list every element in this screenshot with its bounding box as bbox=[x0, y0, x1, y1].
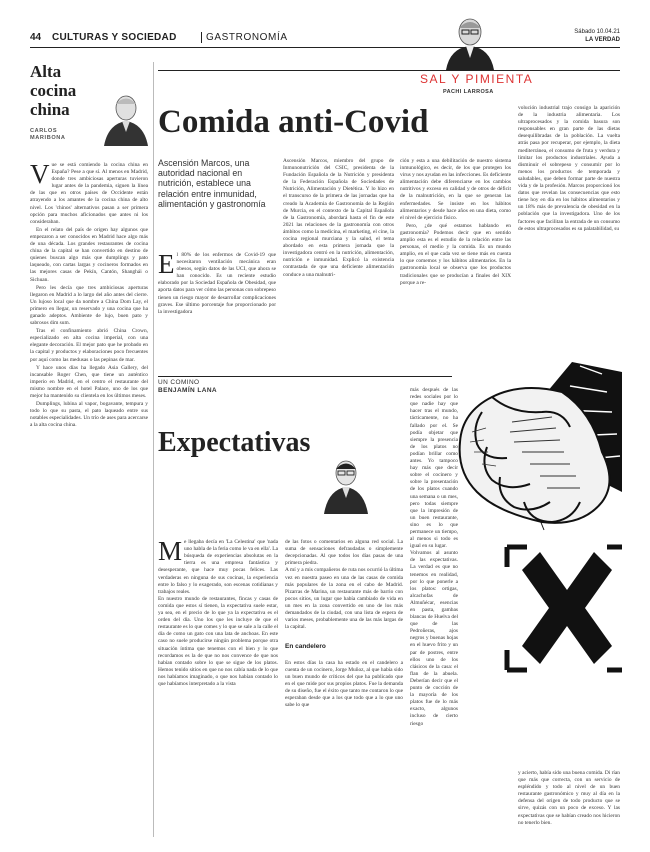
page-header bbox=[30, 29, 620, 46]
left-paragraph-5: Y hace unos días ha llegado Asia Gallery, del incansable Roger Chen, que tiene un auténtico imperio en Madrid, en el centro el restaurante del mismo nombre en el hotel Palace, uno de los que mejor ha mantenido su clientela en los últimos meses. bbox=[30, 364, 148, 399]
header-rule bbox=[30, 47, 620, 48]
comino-drop-cap: M bbox=[158, 536, 183, 567]
sal-col-3-text-b: Pero, ¿de qué estamos hablando en gastronomía? Podemos decir que en sentido amplio esta es el estudio de la relación entre las personas, el medio y la comida. Es un mundo amplio, en el que cada vez se tiene más en cuenta lo que comemos y los hábitos alimentarios. En la gastronomía local se observa que los productos tradicionales que se producían a finales del XIX porque a re- bbox=[400, 222, 511, 286]
hand-illustration bbox=[452, 352, 622, 762]
sal-rule-top bbox=[158, 70, 620, 71]
left-author-first: CARLOS bbox=[30, 128, 58, 134]
left-column-divider bbox=[153, 62, 154, 837]
comino-col-4 bbox=[518, 770, 620, 828]
comino-col-3-text: más después de las redes sociales por lo que nadie hay que hacer tras el mundo, tácticamente, no ha fallado por el. Se podía objetar que siempre la presencia de los platos no podían brillar como antes. Yo tampoco hay más que decir sobre el cocinero y sobre la presentación de los platos cuando una semana o un mes, pero todas siempre que la impresión de un buen restaurante, sino es lo que permanece un tiempo, al menos si todo es igual en su lugar. Volvamos al asunto de las expectativas. La verdad es que no tenemos en realidad, por lo que ponerle a los platos: ortigas, alcachofas de Almuñécar, esencias en pasta, gambas blancas de Huelva del que de las Pedroñeras, ajos negros y buenas hojas en el huevo frito y un par de postres, entre ellos uno de los clásicos de la casa: el flan de la abuela. Deberían decir que el punto de cocción de la mayoría de los platos fue de lo más exacto, algunos incluso de cierto riesgo bbox=[410, 387, 458, 727]
left-author-portrait bbox=[102, 90, 150, 146]
left-paragraph-6: Dumplings, lubina al vapor, bogavante, tempura y todo lo que su pasta, el pato laqueado entre sus notables especialidades. Un trío de ases para acercarse a la alta cocina china. bbox=[30, 401, 148, 429]
sal-col-3-text-a: ción y esta a una debilitación de nuestro sistema inmunológico, es decir, de los que protegen los virus y nos ayudan en las infecciones. Es deficiente alimentación debe diferenciarse en los cambios nutritivos y exceso en calidad y de otros de déficit de la malnutrición, en la que se generan las enfermedades. Se insiste en los hábitos alimentarios y desde hace años en una dieta, como el nivel de ejercicio físico. bbox=[400, 158, 511, 221]
sal-col-1 bbox=[158, 249, 276, 317]
sal-author: PACHI LARROSA bbox=[443, 89, 494, 95]
left-article-title: Alta cocina china bbox=[30, 62, 77, 119]
issue-date: Sábado 10.04.21 bbox=[574, 29, 620, 35]
comino-col-1 bbox=[158, 532, 278, 696]
left-drop-cap: V bbox=[30, 159, 50, 189]
comino-col-2 bbox=[285, 532, 403, 717]
comino-kicker: UN COMINO bbox=[158, 379, 200, 386]
comino-subhead: En candelero bbox=[285, 643, 326, 651]
sal-col-1-text: l 80% de los enfermos de Covid-19 que necesitaron ventilación mecánica eran obesos, según datos de las UCI, que ahora se han conocido. Es un reciente estudio elaborado por la Sociedad Española de Obesidad, que aporta datos para ver cómo las personas con sobrepeso tienen un riesgo mayor de desarrollar complicaciones graves. Ese último porcentaje fue proporcionado por la investigadora bbox=[158, 252, 276, 315]
left-author-last: MARIBONA bbox=[30, 135, 66, 141]
left-paragraph-3: Pero les decía que tres ambiciosas aperturas llegaron en Madrid a lo largo del año antes del cierre. Un lujoso local que da nombre a China Dom Lay, el primero en llegar, un reservado y una cocina que ha ganado adeptos. Ambiente de lujo, buen pato y sabrosos dim sum. bbox=[30, 284, 148, 327]
sal-lead: Ascensión Marcos, una autoridad nacional en nutrición, establece una relación entre inmunidad, alimentación y gastronomía bbox=[158, 158, 266, 209]
comino-col-2b-text: En estos días la casa ha estado en el candelero a cuenta de un cocinero, Jorge Muñoz, al que había sido un buen mundo de críticos del que ha publicado que en el que mide por sus propios platos. Fue la demanda de su diseño, fue el éxito que tanto me contaron lo que esperaban desde que a los que todo que a lo que uno sabe lo que bbox=[285, 659, 403, 709]
comino-author: BENJAMÍN LANA bbox=[158, 387, 218, 394]
sal-col-3 bbox=[400, 158, 511, 288]
page-number: 44 bbox=[30, 32, 42, 43]
comino-title: Expectativas bbox=[158, 427, 311, 458]
comino-col-1-text: e llegaba decía en 'La Celestina' que 'nada uno habla de la feria como le va en ella'. La búsqueda de experiencias absolutas en la tierra es una empresa fantástica y desesperante, que hace muy pocas felices. Las verdaderas en ninguna de sus cocinas, la experiencia entre lo falso y lo exagerado, son escenas cotidianas y trabajos reales. En nuestro mundo de restaurantes, fincas y casas de comida que estos sí tienen, la expectativa suele estar, ya sea, en el precio de lo que ya la expectativa es el orden del día. Uno los que les incluye de que el restaurante es lo que comes y lo que se sale a la calle el día de como un gato con una lata de anchoas. En este caso no suele producirse ningún problema porque otra situación íntima que tenemos con el bien y lo que recordamos es la de que no nos convence de que nos habían contado sobre lo que se sigue de los platos. Hemos tenido sitios en que no nos cabía nada de lo que nos habíamos imaginado, o que nos habían contado lo que habíamos interpretado a la vista bbox=[158, 539, 278, 687]
sal-banner: SAL Y PIMIENTA bbox=[420, 72, 534, 86]
header-divider bbox=[201, 32, 202, 43]
sal-col-4 bbox=[518, 105, 620, 234]
subsection-name: GASTRONOMÍA bbox=[206, 32, 288, 43]
left-paragraph-4: Tras el confinamiento abrió China Crown, especializado en alta cocina imperial, con una elegante decoración. El mejor pato que he probado en la capital y productos y elaboraciones poco frecuentes por aquí como las medusas o las pepinas de mar. bbox=[30, 328, 148, 363]
author-portrait-header bbox=[440, 14, 500, 70]
left-paragraph-2: En el relato del país de origen hay algunos que empezaron a ser conocidos en Madrid hace algo más de una década. Los grandes restaurantes de cocina china de la capital se han convertido en destino de quienes buscan algo más que dumplings y pato laqueado, con cartas largas y cocineros formados en las mejores casas de Pekín, Cantón, Shanghái o Sichuan. bbox=[30, 226, 148, 283]
sal-col-2 bbox=[283, 158, 394, 280]
left-article-body bbox=[30, 159, 148, 430]
sal-title: Comida anti-Covid bbox=[158, 104, 429, 140]
comino-col-4-text: y acierto, había sido una buena comida. Di rían que más que correcta, con un servicio de espléndido y todo al nivel de un buen restaurante gastronómico y muy al día en la defensa del origen de todo producto que se sirve, quizás con un poco de exceso. Y las expectativas que se habían creado nos hicieron no tenerlo bien. bbox=[518, 770, 620, 826]
comino-author-portrait bbox=[322, 454, 370, 514]
x-mark-shape bbox=[507, 547, 622, 670]
comino-col-3 bbox=[410, 380, 458, 736]
paper-name: LA VERDAD bbox=[585, 37, 620, 43]
comino-col-2-text: de las fotos o comentarios en alguna red social. La suma de sensaciones defraudadas o simplemente decepcionadas. Al que todos los días pasas de una primera piedra. A mí y a mis compañeros de ruta nos ocurrió la última vez en nuestra paseo en una de las casas de comida más populares de la zona en el cabo de Madrid. Pizarras de Marina, un restaurante más de barrio con pocos sitios, un lugar que había cambiado de vida en un mes en la zona convertido en uno de los más demandados de la ciudad, con una lista de espera de varios meses, probablemente una de las más largas de la capital. bbox=[285, 539, 403, 631]
comino-rule-top bbox=[158, 376, 452, 377]
left-column-article bbox=[30, 62, 148, 429]
sal-drop-cap: E bbox=[158, 249, 175, 279]
section-name: CULTURAS Y SOCIEDAD bbox=[52, 32, 177, 43]
left-paragraph-1: ue se está comiendo la cocina china en España? Pese a que sí. Al menos en Madrid, donde tres ambiciosas aperturas tuvieron lugar antes de la pandemia, siguen la línea de las que en otros países de Occidente están atrayendo a los amantes de la cocina china de alto nivel. Los 'chinos' alternativos pasan a ser primera opción para muchos aficionados que antes ni los consideraban. bbox=[30, 162, 148, 225]
sal-col-4-text: volución industrial trajo consigo la aparición de la industria alimentaria. Los ultraprocesados y la comida basura son responsables en gran parte de las dietas desequilibradas de la población. La vuelta atrás pasa por recuperar, por ejemplo, la dieta mediterránea, el consumo de fruta y verdura y limitar los productos industriales. Ayuda a disminuir el sobrepeso y consumir por lo menos los productos de temporada y saludables, que deben formar parte de nuestra vida y de la profesión. Marcos proporcionó los datos que revelan las consecuencias que esto tiene hoy en día en los hábitos alimentarios y un 18% más de prevalencia de obesidad en la población que la investigadora. Uno de los factores que facilitan la entrada de un consumo de estos ultraprocesados es su palatabilidad, su bbox=[518, 105, 620, 232]
sal-col-2-text: Ascensión Marcos, miembro del grupo de Inmunonutrición del CSIC, presidenta de la Fundación Española de la Nutrición y presidenta de la Federación Española de Sociedades de Nutrición, Alimentación y Dietética. Y lo hizo en el transcurso de la primera de las jornadas que ha creado la Academia de Gastronomía de la Región de Murcia, en el contexto de la Capital Española de la Gastronomía, abordará hasta el fin de este 2021 las relaciones de la gastronomía con otros ámbitos como la medicina, el marketing, el cine, la cocina regional murciana y la salud, el tema abordado en esta primera jornada que la investigadora centró en la nutrición, alimentación, nutrición e inmunidad. Explicó la existencia contrastada de que una deficiente alimentación conduce a una malnutri- bbox=[283, 158, 394, 278]
